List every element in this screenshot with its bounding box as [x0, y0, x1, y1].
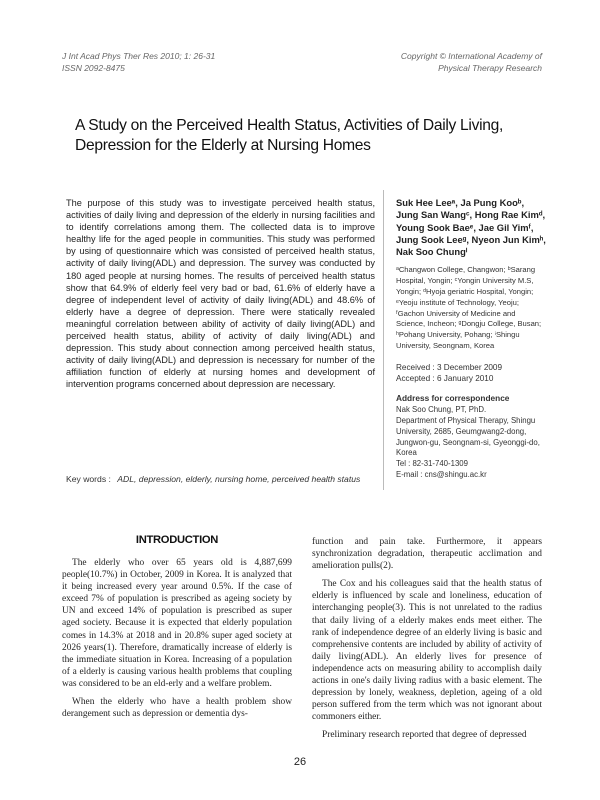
article-dates: [396, 362, 546, 385]
paragraph: Preliminary research reported that degree of depressed: [322, 730, 527, 741]
paragraph: When the elderly who have a health problem show derangement such as depression or dementia dys-: [62, 697, 292, 720]
keywords: [66, 474, 375, 484]
title-line-1: A Study on the Perceived Health Status, Activities of Daily Living,: [75, 117, 504, 134]
correspondence-tel: Tel : 82-31-740-1309: [396, 459, 468, 469]
accepted-date: Accepted : 6 January 2010: [396, 374, 494, 384]
abstract: The purpose of this study was to investigate perceived health status, activities of daily living and depression of the elderly in nursing facilities and to identify correlations among them. The collected data is to improve healthy life for the aged people in communities. This study was performed by using of questionnaire which was consisted of perceived health status, activity of daily living(ADL) and depression. The survey was conducted by 180 aged people at nursing homes. The results of perceived health status show that 64.9% of elderly feel very bad or bad, 61.6% of elderly have a degree of independent level of activity of daily living(ADL) and 48.6% of elderly have a degree of depression. There were statically revealed meaningful correlation between ability of activity of daily living(ADL) and perceived health status, ability of activity of daily living(ADL) and depression. This study about connection among perceived health status, activity of daily living(ADL) and depression is necessary for number of the affiliation function of elderly at nursing homes and development of intervention programs concerned about depression are necessary.: [66, 198, 375, 390]
journal-header: [62, 50, 215, 74]
section-heading: INTRODUCTION: [135, 534, 219, 546]
column-divider: [383, 190, 384, 490]
correspondence-name: Nak Soo Chung, PT, PhD.: [396, 405, 487, 415]
publisher-line: Physical Therapy Research: [438, 63, 542, 73]
page-number: 26: [293, 756, 307, 768]
keywords-label: Key words :: [66, 474, 111, 484]
author-info: [396, 197, 546, 481]
copyright-header: [401, 50, 542, 74]
affiliations: ᵃChangwon College, Changwon; ᵇSarang Hospital, Yongin; ᶜYongin University M.S, Yongin; ᵈHyoja geriatric Hospital, Yongin; ᵉYeoju institute of Technology, Yeoju; ᶠGachon University of Medicine and Science, Incheon; ᵍDongju College, Busan; ʰPohang University, Pohang; ⁱShingu University, Seongnam, Korea: [396, 265, 542, 351]
body-column-right: [312, 536, 542, 742]
journal-issn: ISSN 2092-8475: [62, 63, 125, 73]
copyright-line: Copyright © International Academy of: [400, 51, 542, 61]
author-list: Suk Hee Leeᵃ, Ja Pung Kooᵇ, Jung San Wangᶜ, Hong Rae Kimᵈ, Young Sook Baeᵉ, Jae Gil Yimᶠ, Jung Sook Leeᵍ, Nyeon Jun Kimʰ, Nak Soo Chungⁱ: [396, 197, 546, 258]
paragraph: The elderly who over 65 years old is 4,887,699 people(10.7%) in October, 2009 in Korea. It is analyzed that it being increased every year around 0.5%. If the case of exceed 7% of population is prescribed as ageing society by UN and exceed 14% of population is prescribed as super aged society. Because it is expected that elderly population comes in 14.3% at 2018 and in 20.8% super aged society at 2026 years(1). Therefore, dramatically increase of elderly is the immediate situation in Korea. Increasing of a population of a elderly is causing various health problems that coupling was considered to be an eld-erly and a welfare problem.: [62, 558, 292, 689]
correspondence-title: Address for correspondence: [396, 393, 510, 404]
article-title: [75, 116, 545, 156]
paragraph: The Cox and his colleagues said that the health status of elderly is influenced by scale and loneliness, education of interchanging people(3). This is not unrelated to the radius that daily living of a elderly makes ends meet either. The rank of independence degree of an elderly living is basic and comprehensive contents are included by ability of activity of daily living(ADL). An elderly lives for presence of independence acts on measuring ability to accomplish daily actions in one's daily living radius with a basic element. The depression by lonely, weakness, depletion, ageing of a old person suffered from the term which was not ignorant about commoners either.: [312, 579, 542, 723]
correspondence-address: Department of Physical Therapy, Shingu University, 2685, Geumgwang2-dong, Jungwon-gu, Seongnam-si, Gyeonggi-do, Korea: [396, 416, 540, 458]
keywords-values: ADL, depression, elderly, nursing home, perceived health status: [117, 474, 361, 484]
received-date: Received : 3 December 2009: [396, 362, 503, 372]
correspondence: [396, 393, 546, 480]
body-column-left: [62, 557, 292, 720]
correspondence-email: E-mail : cns@shingu.ac.kr: [396, 470, 487, 480]
paragraph: function and pain take. Furthermore, it appears synchronization degradation, therapeutic acclimation and amelioration pulls(2).: [312, 537, 542, 572]
title-line-2: Depression for the Elderly at Nursing Homes: [75, 137, 371, 154]
journal-citation: J Int Acad Phys Ther Res 2010; 1: 26-31: [62, 51, 216, 61]
